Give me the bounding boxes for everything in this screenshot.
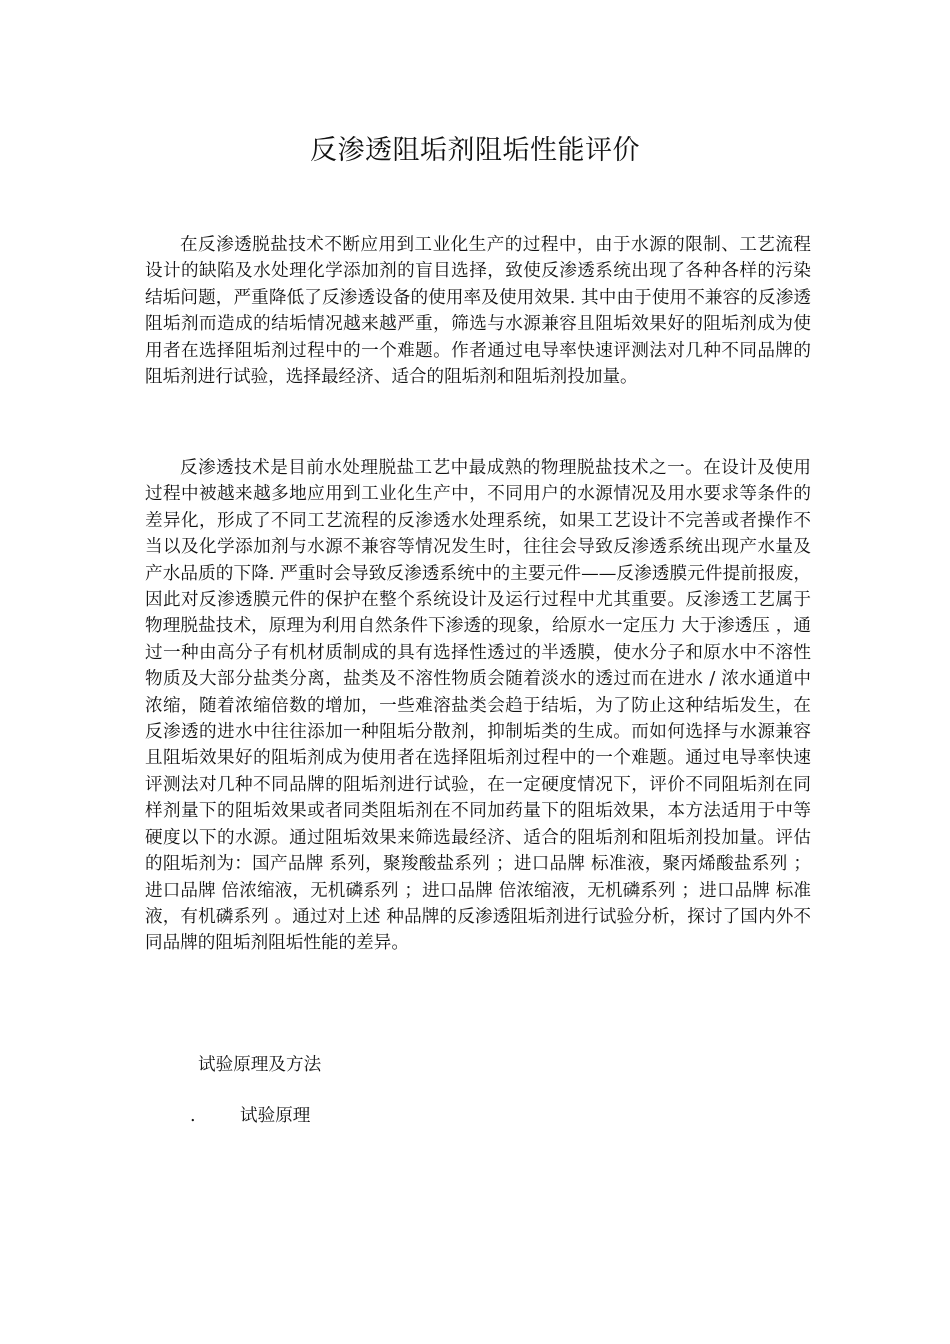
paragraph-intro: 在反渗透脱盐技术不断应用到工业化生产的过程中，由于水源的限制、工艺流程设计的缺陷及水处理化学添加剂的盲目选择，致使反渗透系统出现了各种各样的污染结垢问题，严重降低了反渗透设备的使用率及使用效果. 其中由于使用不兼容的反渗透阻垢剂而造成的结垢情况越来越严重，筛选与水源兼容且阻垢效果好的阻垢剂成为使用者在选择阻垢剂过程中的一个难题。作者通过电导率快速评测法对几种不同品牌的阻垢剂进行试验，选择最经济、适合的阻垢剂和阻垢剂投加量。 [145,235,811,388]
subsection-number: . [190,1106,196,1126]
subsection-title: 试验原理 [240,1106,311,1126]
document-title: 反渗透阻垢剂阻垢性能评价 [310,135,640,166]
subsection-heading [190,1103,310,1129]
section-heading: 试验原理及方法 [198,1055,322,1075]
paragraph-body: 反渗透技术是目前水处理脱盐工艺中最成熟的物理脱盐技术之一。在设计及使用过程中被越来越多地应用到工业化生产中，不同用户的水源情况及用水要求等条件的差异化，形成了不同工艺流程的反渗透水处理系统，如果工艺设计不完善或者操作不当以及化学添加剂与水源不兼容等情况发生时，往往会导致反渗透系统出现产水量及产水品质的下降. 严重时会导致反渗透系统中的主要元件——反渗透膜元件提前报废，因此对反渗透膜元件的保护在整个系统设计及运行过程中尤其重要。反渗透工艺属于物理脱盐技术，原理为利用自然条件下渗透的现象，给原水一定压力 大于渗透压 ，通过一种由高分子有机材质制成的具有选择性透过的半透膜，使水分子和原水中不溶性物质及大部分盐类分离，盐类及不溶性物质会随着淡水的透过而在进水 / 浓水通道中浓缩，随着浓缩倍数的增加，一些难溶盐类会趋于结垢，为了防止这种结垢发生，在反渗透的进水中往往添加一种阻垢分散剂，抑制垢类的生成。而如何选择与水源兼容且阻垢效果好的阻垢剂成为使用者在选择阻垢剂过程中的一个难题。通过电导率快速评测法对几种不同品牌的阻垢剂进行试验，在一定硬度情况下，评价不同阻垢剂在同样剂量下的阻垢效果或者同类阻垢剂在不同加药量下的阻垢效果，本方法适用于中等硬度以下的水源。通过阻垢效果来筛选最经济、适合的阻垢剂和阻垢剂投加量。评估的阻垢剂为：国产品牌 系列，聚羧酸盐系列 ；进口品牌 标准液，聚丙烯酸盐系列 ；进口品牌 倍浓缩液，无机磷系列 ；进口品牌 倍浓缩液，无机磷系列 ；进口品牌 标准液，有机磷系列 。通过对上述 种品牌的反渗透阻垢剂进行试验分析，探讨了国内外不同品牌的阻垢剂阻垢性能的差异。 [145,458,811,954]
